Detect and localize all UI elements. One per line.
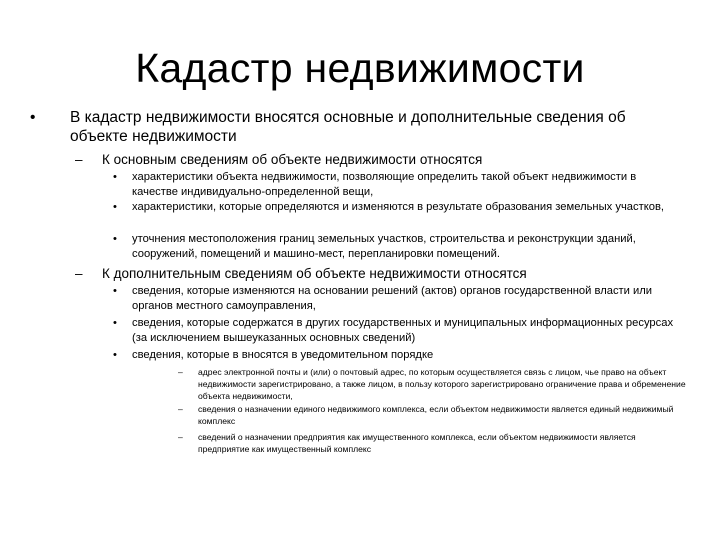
notice-item-text: адрес электронной почты и (или) о почтовый адрес, по которым осуществляется связь с лицом, чье право на объект недвижимости зарегистрировано, а также лицом, в пользу которого зарегистрировано ограничение права и обременение объекта недвижимости, <box>198 367 686 402</box>
intro-text: В кадастр недвижимости вносятся основные и дополнительные сведения об объекте недвижимости <box>70 109 626 145</box>
bullet-marker: • <box>113 201 117 213</box>
main-info-item <box>113 200 683 215</box>
notice-item <box>178 366 688 403</box>
bullet-marker: • <box>113 317 117 329</box>
extra-info-item <box>113 316 683 345</box>
main-info-heading-item <box>75 151 675 168</box>
extra-info-heading-item <box>75 265 675 282</box>
dash-marker: – <box>178 404 183 414</box>
extra-info-item-text: сведения, которые содержатся в других государственных и муниципальных информационных ресурсах (за исключением вышеуказанных основных сведений) <box>132 317 674 344</box>
main-info-item-text: уточнения местоположения границ земельных участков, строительства и реконструкции зданий, сооружений, помещений и машино-мест, перепланировки помещений. <box>132 233 636 260</box>
main-info-item-text: характеристики объекта недвижимости, позволяющие определить такой объект недвижимости в качестве индивидуально-определенной вещи, <box>132 171 637 198</box>
main-info-item <box>113 170 683 199</box>
slide-title: Кадастр недвижимости <box>135 45 585 91</box>
extra-info-heading: К дополнительным сведениям об объекте недвижимости относятся <box>102 266 527 281</box>
main-info-heading: К основным сведениям об объекте недвижимости относятся <box>102 152 483 167</box>
dash-marker: – <box>178 432 183 442</box>
dash-marker: – <box>75 266 83 281</box>
main-info-item <box>113 232 683 261</box>
main-info-item-text: характеристики, которые определяются и изменяются в результате образования земельных участков, <box>132 201 665 213</box>
bullet-marker: • <box>113 349 117 361</box>
extra-info-item-text: сведения, которые в вносятся в уведомительном порядке <box>132 349 434 361</box>
extra-info-item-text: сведения, которые изменяются на основании решений (актов) органов государственной власти или органов местного самоуправления, <box>132 285 653 312</box>
bullet-marker: • <box>113 233 117 245</box>
notice-item-text: сведения о назначении единого недвижимого комплекса, если объектом недвижимости является единый недвижимый комплекс <box>198 404 674 427</box>
intro-bullet-item <box>30 108 680 146</box>
bullet-marker: • <box>113 285 117 297</box>
bullet-marker: • <box>30 109 36 126</box>
extra-info-item <box>113 284 683 313</box>
extra-info-item <box>113 348 683 363</box>
notice-item <box>178 431 688 455</box>
dash-marker: – <box>178 367 183 377</box>
notice-item-text: сведений о назначении предприятия как имущественного комплекса, если объектом недвижимости является предприятие как имущественный комплекс <box>198 432 636 455</box>
dash-marker: – <box>75 152 83 167</box>
bullet-marker: • <box>113 171 117 183</box>
notice-item <box>178 403 688 427</box>
